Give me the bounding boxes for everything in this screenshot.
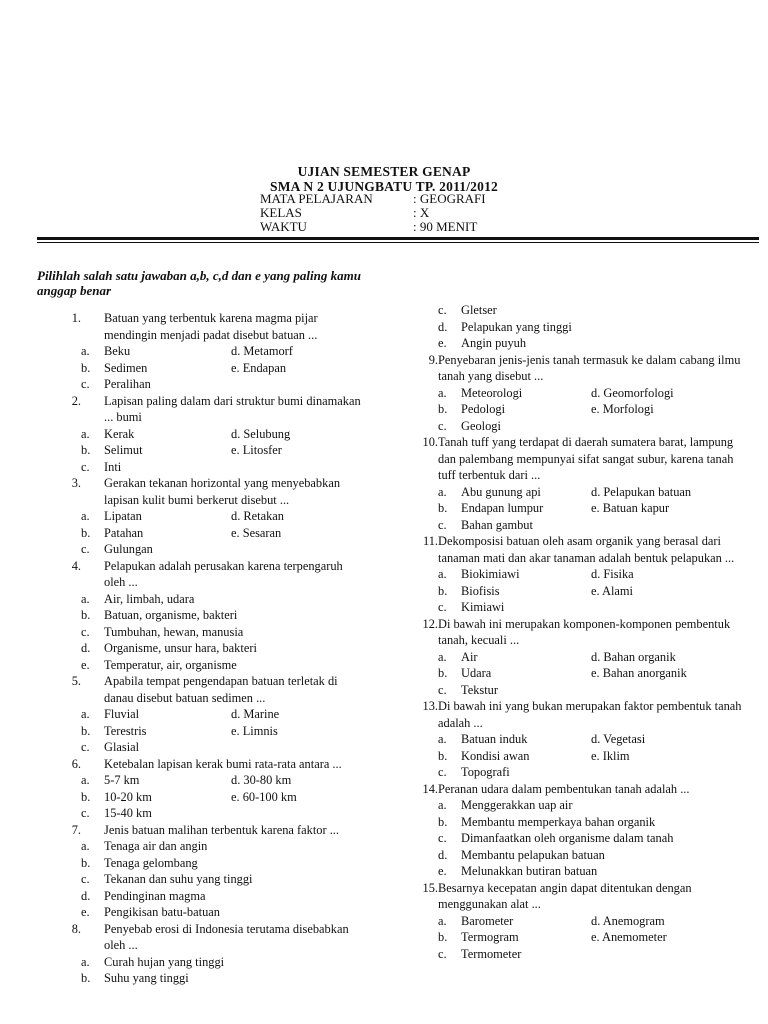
option-letter: b. — [438, 402, 448, 416]
option-b: Kondisi awan — [461, 748, 530, 763]
option-a: Tenaga air dan angin — [104, 839, 208, 853]
question-4 — [37, 558, 367, 591]
question-number: 7. — [71, 822, 81, 837]
option-letter: a. — [438, 385, 447, 400]
option-d: d. Retakan — [231, 509, 284, 523]
option-e: e. Bahan anorganik — [591, 666, 687, 680]
option-a: Beku — [104, 344, 131, 358]
option-a: Abu gunung api — [461, 484, 541, 499]
option-b: Termogram — [461, 930, 519, 944]
option-e: e. Alami — [591, 583, 633, 598]
option-letter: e. — [438, 864, 447, 878]
option-letter: b. — [81, 360, 91, 375]
option-letter: c. — [438, 946, 447, 961]
option-letter: c. — [438, 831, 447, 845]
option-b: Udara — [461, 666, 492, 680]
option-e: e. Anemometer — [591, 930, 667, 944]
option-letter: a. — [81, 426, 90, 441]
option-d: d. 30-80 km — [231, 773, 292, 787]
option-letter: e. — [81, 905, 90, 919]
option-letter: b. — [81, 855, 91, 870]
option-letter: b. — [81, 971, 91, 985]
option-letter: c. — [438, 682, 447, 697]
option-a: Meteorologi — [461, 385, 523, 400]
option-e: Melunakkan butiran batuan — [461, 864, 598, 878]
option-a: Biokimiawi — [461, 567, 520, 581]
option-letter: c. — [81, 624, 90, 639]
option-b: Selimut — [104, 443, 143, 457]
option-letter: e. — [81, 657, 90, 672]
question-10 — [413, 434, 753, 484]
option-b: Batuan, organisme, bakteri — [104, 608, 238, 622]
option-a: Curah hujan yang tinggi — [104, 954, 225, 969]
exam-info — [260, 192, 486, 234]
option-d: Pelapukan yang tinggi — [461, 319, 572, 334]
option-letter: c. — [438, 765, 447, 779]
option-letter: a. — [438, 732, 447, 746]
question-text: Penyebaran jenis-jenis tanah termasuk ke dalam cabang ilmu tanah yang disebut ... — [438, 352, 741, 383]
left-column — [37, 310, 367, 987]
option-letter: a. — [81, 344, 90, 358]
right-column — [413, 302, 753, 962]
question-text: Lapisan paling dalam dari struktur bumi dinamakan ... bumi — [104, 393, 361, 424]
option-letter: d. — [438, 847, 448, 862]
options — [81, 343, 367, 393]
question-number: 6. — [71, 756, 81, 771]
option-e: e. 60-100 km — [231, 789, 297, 804]
question-11 — [413, 533, 753, 566]
option-letter: b. — [438, 583, 448, 598]
option-e: Temperatur, air, organisme — [104, 657, 237, 672]
question-number: 13. — [422, 699, 438, 713]
options — [81, 772, 367, 822]
options — [438, 797, 753, 880]
question-number: 15. — [422, 880, 438, 895]
option-d: d. Geomorfologi — [591, 385, 674, 400]
option-letter: a. — [81, 954, 90, 969]
question-1 — [37, 310, 367, 343]
option-letter: b. — [438, 748, 448, 763]
option-c: Gulungan — [104, 542, 153, 556]
option-letter: c. — [81, 459, 90, 474]
question-text: Pelapukan adalah perusakan karena terpengaruh oleh ... — [104, 558, 343, 589]
option-b: Endapan lumpur — [461, 501, 544, 515]
question-2 — [37, 393, 367, 426]
options-q8-continued — [438, 302, 753, 352]
option-d: Pendinginan magma — [104, 888, 206, 903]
option-letter: a. — [81, 509, 90, 523]
option-e: Angin puyuh — [461, 336, 527, 350]
question-3 — [37, 475, 367, 508]
option-a: Fluvial — [104, 707, 140, 721]
option-b: Pedologi — [461, 402, 506, 416]
option-letter: d. — [81, 641, 91, 655]
option-letter: c. — [438, 418, 447, 433]
question-number: 4. — [71, 558, 81, 573]
question-text: Di bawah ini yang bukan merupakan faktor pembentuk tanah adalah ... — [438, 699, 742, 730]
question-13 — [413, 698, 753, 731]
question-12 — [413, 616, 753, 649]
option-letter: a. — [438, 484, 447, 499]
question-text: Apabila tempat pengendapan batuan terletak di danau disebut batuan sedimen ... — [104, 674, 338, 705]
option-e: e. Morfologi — [591, 402, 654, 416]
option-letter: a. — [81, 773, 90, 787]
option-e: e. Endapan — [231, 360, 287, 375]
option-letter: c. — [81, 740, 90, 754]
option-a: Kerak — [104, 426, 135, 441]
option-letter: c. — [438, 600, 447, 614]
option-d: d. Metamorf — [231, 344, 293, 358]
option-letter: b. — [438, 501, 448, 515]
option-letter: d. — [81, 888, 91, 903]
question-text: Jenis batuan malihan terbentuk karena faktor ... — [104, 822, 339, 837]
option-a: Air — [461, 649, 478, 664]
options — [81, 508, 367, 558]
option-e: e. Batuan kapur — [591, 501, 670, 515]
option-letter: b. — [81, 723, 91, 738]
option-b: 10-20 km — [104, 789, 152, 804]
question-text: Penyebab erosi di Indonesia terutama disebabkan oleh ... — [104, 921, 349, 952]
question-number: 3. — [71, 476, 81, 490]
school-name: SMA N 2 UJUNGBATU TP. 2011/2012 — [270, 179, 498, 194]
info-key: MATA PELAJARAN — [260, 191, 373, 206]
question-number: 11. — [422, 534, 438, 548]
option-b: Suhu yang tinggi — [104, 971, 189, 985]
option-letter: d. — [438, 319, 448, 334]
header-divider — [37, 237, 759, 240]
options — [438, 913, 753, 963]
option-d: Organisme, unsur hara, bakteri — [104, 641, 257, 655]
option-b: Patahan — [104, 525, 144, 540]
question-5 — [37, 673, 367, 706]
option-b: Terestris — [104, 723, 147, 738]
option-letter: a. — [438, 649, 447, 664]
option-e: e. Litosfer — [231, 443, 282, 457]
option-c: Tekanan dan suhu yang tinggi — [104, 872, 253, 886]
question-text: Besarnya kecepatan angin dapat ditentukan dengan menggunakan alat ... — [438, 880, 692, 911]
option-c: Tekstur — [461, 682, 498, 697]
option-letter: b. — [81, 608, 91, 622]
option-a: Air, limbah, udara — [104, 591, 195, 606]
options — [81, 591, 367, 674]
option-a: Barometer — [461, 913, 514, 928]
info-value: : X — [413, 205, 430, 220]
option-c: Geologi — [461, 418, 501, 433]
option-d: d. Fisika — [591, 567, 634, 581]
option-b: Biofisis — [461, 583, 500, 598]
question-number: 9. — [428, 352, 438, 367]
question-number: 1. — [71, 311, 81, 325]
option-c: Kimiawi — [461, 600, 505, 614]
option-letter: a. — [81, 707, 90, 721]
question-text: Gerakan tekanan horizontal yang menyebabkan lapisan kulit bumi berkerut disebut ... — [104, 476, 341, 507]
option-c: Tumbuhan, hewan, manusia — [104, 624, 244, 639]
option-letter: b. — [438, 666, 448, 680]
option-letter: b. — [438, 930, 448, 944]
option-d: d. Selubung — [231, 426, 291, 441]
option-c: Bahan gambut — [461, 517, 533, 532]
info-key: KELAS — [260, 205, 302, 220]
option-d: d. Marine — [231, 707, 280, 721]
exam-title: UJIAN SEMESTER GENAP — [297, 164, 471, 179]
options — [438, 484, 753, 534]
option-b: Sedimen — [104, 360, 148, 375]
option-letter: a. — [438, 567, 447, 581]
question-text: Tanah tuff yang terdapat di daerah sumatera barat, lampung dan palembang mempunyai sifat sangat subur, karena tanah tuff terbentuk dari ... — [438, 435, 734, 482]
option-d: d. Bahan organik — [591, 649, 676, 664]
option-d: d. Pelapukan batuan — [591, 484, 692, 499]
options — [438, 731, 753, 781]
info-value: : 90 MENIT — [413, 219, 478, 234]
question-number: 12. — [422, 616, 438, 631]
options — [81, 426, 367, 476]
option-letter: c. — [81, 872, 90, 886]
option-letter: e. — [438, 336, 447, 350]
option-letter: c. — [438, 517, 447, 532]
question-text: Di bawah ini merupakan komponen-komponen pembentuk tanah, kecuali ... — [438, 616, 731, 647]
options — [81, 838, 367, 921]
option-c: Gletser — [461, 303, 497, 317]
question-number: 8. — [71, 921, 81, 936]
option-c: Inti — [104, 459, 122, 474]
option-letter: c. — [81, 806, 90, 820]
option-letter: a. — [81, 591, 90, 606]
options — [438, 385, 753, 435]
option-c: Glasial — [104, 740, 140, 754]
option-e: Pengikisan batu-batuan — [104, 905, 220, 919]
option-d: d. Vegetasi — [591, 732, 646, 746]
info-value: : GEOGRAFI — [413, 191, 486, 206]
option-a: Menggerakkan uap air — [461, 798, 573, 812]
question-text: Ketebalan lapisan kerak bumi rata-rata antara ... — [104, 756, 342, 771]
option-letter: b. — [81, 789, 91, 804]
option-letter: a. — [81, 839, 90, 853]
question-number: 10. — [422, 435, 438, 449]
option-c: Termometer — [461, 946, 522, 961]
question-text: Batuan yang terbentuk karena magma pijar mendingin menjadi padat disebut batuan ... — [104, 311, 318, 342]
question-7 — [37, 822, 367, 839]
option-c: Topografi — [461, 765, 510, 779]
question-6 — [37, 756, 367, 773]
option-letter: b. — [438, 814, 448, 829]
exam-header — [0, 164, 768, 194]
question-9 — [413, 352, 753, 385]
option-letter: a. — [438, 913, 447, 928]
question-number: 5. — [71, 674, 81, 688]
option-letter: b. — [81, 525, 91, 540]
option-letter: c. — [81, 542, 90, 556]
option-c: Dimanfaatkan oleh organisme dalam tanah — [461, 831, 674, 845]
option-e: e. Sesaran — [231, 525, 282, 540]
question-text: Peranan udara dalam pembentukan tanah adalah ... — [438, 781, 690, 796]
info-key: WAKTU — [260, 219, 307, 234]
option-c: Peralihan — [104, 377, 151, 391]
options — [81, 706, 367, 756]
option-letter: c. — [81, 377, 90, 391]
header-divider-thin — [37, 242, 759, 243]
question-number: 2. — [71, 393, 81, 408]
question-text: Dekomposisi batuan oleh asam organik yang berasal dari tanaman mati dan akar tanaman adalah bentuk pelapukan ... — [438, 534, 735, 565]
option-letter: b. — [81, 443, 91, 457]
option-a: Batuan induk — [461, 732, 528, 746]
option-letter: a. — [438, 798, 447, 812]
options — [438, 566, 753, 616]
option-d: Membantu pelapukan batuan — [461, 847, 605, 862]
option-e: e. Iklim — [591, 748, 630, 763]
option-e: e. Limnis — [231, 723, 278, 738]
option-a: 5-7 km — [104, 773, 140, 787]
question-8 — [37, 921, 367, 954]
option-b: Tenaga gelombang — [104, 855, 198, 870]
option-a: Lipatan — [104, 509, 142, 523]
option-b: Membantu memperkaya bahan organik — [461, 814, 656, 829]
question-number: 14. — [422, 781, 438, 796]
question-15 — [413, 880, 753, 913]
options — [438, 649, 753, 699]
option-d: d. Anemogram — [591, 913, 665, 928]
option-letter: c. — [438, 303, 447, 317]
option-c: 15-40 km — [104, 806, 152, 820]
options — [81, 954, 367, 987]
instructions: Pilihlah salah satu jawaban a,b, c,d dan e yang paling kamu anggap benar — [37, 268, 361, 298]
question-14 — [413, 781, 753, 798]
